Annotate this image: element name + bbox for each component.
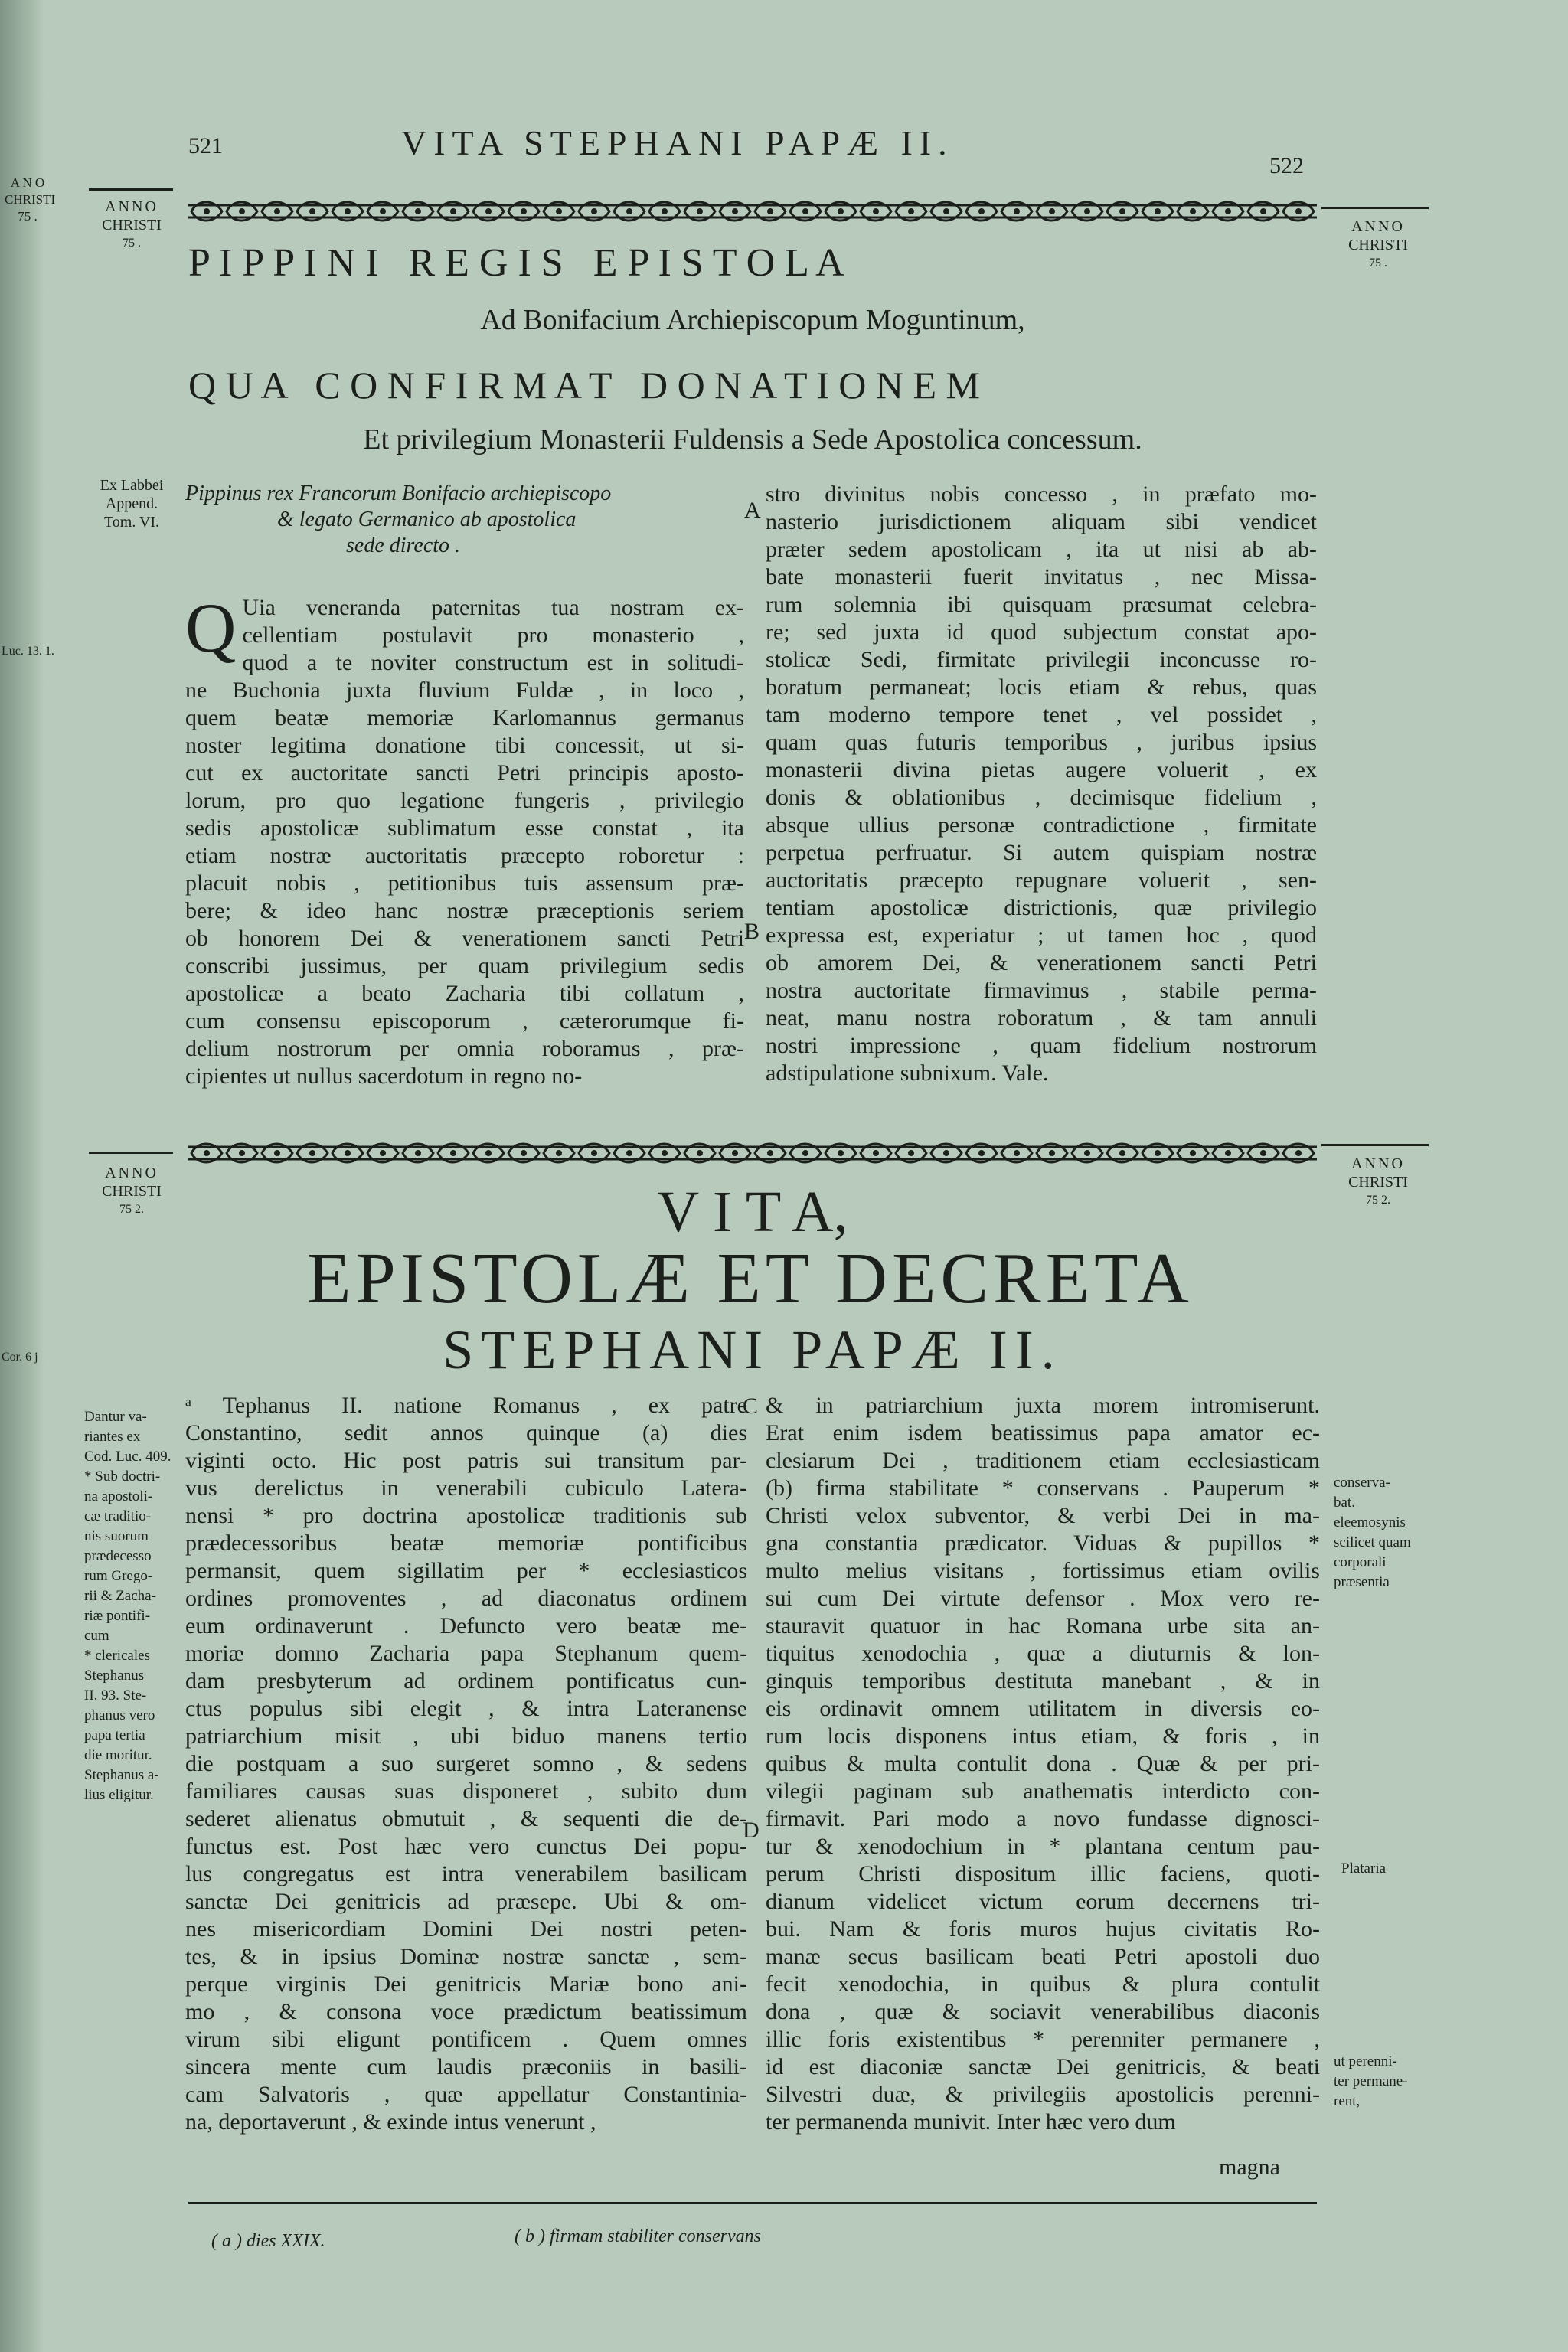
ornament-dot bbox=[450, 208, 456, 214]
vita-line: sui cum Dei virtute defensor . Mox vero re- bbox=[766, 1586, 1320, 1611]
epistle-line: tam moderno tempore tenet , vel possidet , bbox=[766, 702, 1317, 727]
margin-note-line: cum bbox=[84, 1628, 109, 1644]
vita-line: tur & xenodochium in * plantana centum pau- bbox=[766, 1834, 1320, 1859]
vita-line: ordines promoventes , ad diaconatus ordinem bbox=[185, 1586, 747, 1611]
epistle-line: Uia veneranda paternitas tua nostram ex- bbox=[242, 595, 744, 620]
epistle-line: quam quas futuris temporibus , juribus ipsius bbox=[766, 730, 1317, 755]
footnote-b: ( b ) firmam stabiliter conservans bbox=[514, 2226, 761, 2246]
ornament-dot bbox=[1260, 1150, 1266, 1156]
ornament-dot bbox=[767, 208, 773, 214]
anno-rule-right-2 bbox=[1321, 1144, 1429, 1146]
ornament-dot bbox=[802, 1150, 808, 1156]
anno-rule-right bbox=[1321, 207, 1429, 209]
epistle-line: rum solemnia ibi quisquam præsumat celebra- bbox=[766, 592, 1317, 617]
ornament-dot bbox=[767, 1150, 773, 1156]
ornament-dot bbox=[873, 1150, 879, 1156]
vita-line: clesiarum Dei , traditionem etiam ecclesiasticam bbox=[766, 1448, 1320, 1473]
margin-note-line: phanus vero bbox=[84, 1707, 155, 1723]
ornament-dot bbox=[978, 208, 985, 214]
margin-note-line: Stephanus a- bbox=[84, 1767, 159, 1783]
epistle-line: cum consensu episcoporum , cæterorumque fi- bbox=[185, 1008, 744, 1034]
ornament-dot bbox=[415, 208, 421, 214]
vita-line: nensi * pro doctrina apostolicæ traditionis sub bbox=[185, 1503, 747, 1528]
ornament-dot bbox=[591, 1150, 597, 1156]
margin-note-line: die moritur. bbox=[84, 1747, 152, 1763]
ornament-dot bbox=[1014, 208, 1020, 214]
epistle-line: nasterio jurisdictionem aliquam sibi vendicet bbox=[766, 509, 1317, 534]
vita-line: ᵃ Tephanus II. natione Romanus , ex patre bbox=[185, 1393, 747, 1418]
epistle-heading: P I P P I N I R E G I S E P I S T O L A bbox=[188, 241, 844, 285]
margin-note-line: scilicet quam bbox=[1334, 1534, 1411, 1550]
ornament-dot bbox=[1155, 1150, 1161, 1156]
vita-line: ter permanenda munivit. Inter hæc vero dum bbox=[766, 2109, 1176, 2135]
vita-subtitle: STEPHANI PAPÆ II. bbox=[443, 1319, 1063, 1380]
epistle-line: boratum permaneat; locis etiam & rebus, quas bbox=[766, 675, 1317, 700]
vita-line: sincera mente cum laudis præconiis in basili- bbox=[185, 2054, 747, 2079]
ornament-dot bbox=[908, 208, 914, 214]
margin-note-line: Stephanus bbox=[84, 1668, 145, 1684]
vita-line: virum sibi eligunt pontificem . Quem omnes bbox=[185, 2027, 747, 2052]
margin-note-line: riæ pontifi- bbox=[84, 1608, 151, 1624]
vita-heading: V I T A, bbox=[657, 1180, 848, 1244]
vita-line: bui. Nam & foris muros hujus civitatis Ro- bbox=[766, 1916, 1320, 1942]
ornament-dot bbox=[943, 208, 949, 214]
ornament-dot bbox=[1295, 1150, 1302, 1156]
section-letter-b: B bbox=[744, 919, 760, 944]
vita-line: lus congregatus est intra venerabilem basilicam bbox=[185, 1861, 747, 1886]
ornament-dot bbox=[345, 1150, 351, 1156]
vita-line: eum ordinaverunt . Defuncto vero beatæ me- bbox=[185, 1613, 747, 1638]
ornament-dot bbox=[309, 1150, 315, 1156]
ornament-dot bbox=[662, 1150, 668, 1156]
ornament-dot bbox=[1084, 208, 1090, 214]
page-number-right: 522 bbox=[1269, 153, 1304, 178]
anno-christi-left-2: ANNO CHRISTI 75 2. bbox=[102, 1165, 162, 1216]
ornament-dot bbox=[521, 208, 527, 214]
margin-note-line: II. 93. Ste- bbox=[84, 1687, 147, 1704]
footnote-a: ( a ) dies XXIX. bbox=[211, 2231, 325, 2251]
epistle-line: placuit nobis , petitionibus tuis assensum præ- bbox=[185, 871, 744, 896]
drop-capital-q: Q bbox=[185, 589, 237, 667]
margin-note-line: papa tertia bbox=[84, 1727, 145, 1743]
ornament-dot bbox=[274, 208, 280, 214]
anno-christi-right-2: ANNO CHRISTI 75 2. bbox=[1348, 1155, 1408, 1207]
epistle-line: bere; & ideo hanc nostræ præceptionis seriem bbox=[185, 898, 744, 923]
vita-line: fecit xenodochia, in quibus & plura contulit bbox=[766, 1971, 1320, 1997]
ornament-dot bbox=[1084, 1150, 1090, 1156]
ornament-dot bbox=[838, 1150, 844, 1156]
margin-note-line: riantes ex bbox=[84, 1429, 141, 1445]
vita-line: sederet alienatus obmutuit , & sequenti die de- bbox=[185, 1806, 747, 1831]
epistle-line: cellentiam postulavit pro monasterio , bbox=[242, 622, 744, 648]
epistle-line: adstipulatione subnixum. Vale. bbox=[766, 1060, 1049, 1086]
epistle-column-left bbox=[185, 481, 744, 1090]
margin-note-line: * Sub doctri- bbox=[84, 1468, 161, 1485]
epistle-line: auctoritatis præcepto repugnare voluerit , sen- bbox=[766, 867, 1317, 893]
ornament-dot bbox=[485, 1150, 492, 1156]
margin-note-line: rum Grego- bbox=[84, 1568, 153, 1584]
epistle-line: tentiam apostolicæ districtionis, quæ privilegio bbox=[766, 895, 1317, 920]
vita-line: mo , & consona voce prædictum beatissimum bbox=[185, 1999, 747, 2024]
epistle-line: bate monasterii fuerit invitatus , nec Missa- bbox=[766, 564, 1317, 590]
book-spine bbox=[0, 0, 44, 2352]
epistle-line: nostra auctoritate firmavimus , stabile perma- bbox=[766, 978, 1317, 1003]
vita-line: stauravit quatuor in hac Romana urbe sita an- bbox=[766, 1613, 1320, 1638]
running-title: VITA STEPHANI PAPÆ II. bbox=[401, 123, 954, 162]
ornament-dot bbox=[873, 208, 879, 214]
vita-line: tes, & in ipsius Dominæ nostræ sanctæ , sem- bbox=[185, 1944, 747, 1969]
margin-note-line: corporali bbox=[1334, 1554, 1387, 1570]
ornament-dot bbox=[1225, 1150, 1231, 1156]
vita-column-right bbox=[766, 1392, 1320, 2136]
ornament-dot bbox=[556, 208, 562, 214]
vita-line: permansit, quem sigillatim per * ecclesiasticos bbox=[185, 1558, 747, 1583]
margin-note-line: ut perenni- bbox=[1334, 2053, 1397, 2069]
ornament-dot bbox=[626, 1150, 632, 1156]
vita-line: patriarchium misit , ubi biduo manens tertio bbox=[185, 1723, 747, 1749]
margin-note-line: Dantur va- bbox=[84, 1409, 147, 1425]
ornament-dot bbox=[732, 1150, 738, 1156]
source-note: Ex Labbei Append. Tom. VI. bbox=[100, 477, 164, 531]
margin-note-line: cæ traditio- bbox=[84, 1508, 152, 1524]
footnote-rule bbox=[188, 2202, 1317, 2204]
vita-title: EPISTOLÆ ET DECRETA bbox=[307, 1239, 1194, 1318]
margin-note-line: ter permane- bbox=[1334, 2073, 1408, 2089]
epistle-line: donis & oblationibus , decimisque fidelium , bbox=[766, 785, 1317, 810]
epistle-line: sedis apostolicæ sublimatum esse constat , ita bbox=[185, 815, 744, 841]
epistle-line: stro divinitus nobis concesso , in præfato mo- bbox=[766, 482, 1317, 507]
vita-line: ginquis temporibus destituta manebant , & in bbox=[766, 1668, 1320, 1694]
ornament-dot bbox=[1119, 1150, 1125, 1156]
vita-line: multo melius visitans , fortissimus etiam ovilis bbox=[766, 1558, 1320, 1583]
margin-note-line: eleemosynis bbox=[1334, 1514, 1406, 1530]
catchword: magna bbox=[1219, 2154, 1280, 2180]
margin-note-line: rent, bbox=[1334, 2093, 1361, 2109]
margin-note-line: Cod. Luc. 409. bbox=[84, 1449, 172, 1465]
ornament-dot bbox=[204, 1150, 210, 1156]
section-letter-d: D bbox=[743, 1818, 760, 1843]
vita-line: ctus populus sibi elegit , & intra Lateranense bbox=[185, 1696, 747, 1721]
epistle-line: lorum, pro quo legatione fungeris , privilegio bbox=[185, 788, 744, 813]
ornament-dot bbox=[1155, 208, 1161, 214]
epistle-line: ob amorem Dei, & venerationem sancti Petri bbox=[766, 950, 1317, 975]
ornament-dot bbox=[732, 208, 738, 214]
margin-notes-right-1 bbox=[1334, 1473, 1433, 1592]
margin-note-line: bat. bbox=[1334, 1494, 1355, 1511]
vita-line: perum Christi dispositum illic faciens, quoti- bbox=[766, 1861, 1320, 1886]
epistle-privilegium-heading: Et privilegium Monasterii Fuldensis a Sede Apostolica concessum. bbox=[363, 423, 1142, 456]
vita-line: viginti octo. Hic post patris sui transitum par- bbox=[185, 1448, 747, 1473]
vita-line: vilegii paginam sub anathematis interdicto con- bbox=[766, 1779, 1320, 1804]
ornament-dot bbox=[415, 1150, 421, 1156]
vita-line: dam presbyterum ad ordinem pontificatus cun- bbox=[185, 1668, 747, 1694]
ornament-band-top bbox=[188, 196, 1317, 227]
ornament-dot bbox=[978, 1150, 985, 1156]
page-number-left: 521 bbox=[188, 133, 223, 158]
epistle-line: neat, manu nostra roboratum , & tam annuli bbox=[766, 1005, 1317, 1031]
vita-line: perque virginis Dei genitricis Mariæ bono ani- bbox=[185, 1971, 747, 1997]
ornament-dot bbox=[204, 208, 210, 214]
ornament-dot bbox=[1049, 208, 1055, 214]
vita-column-left bbox=[185, 1392, 747, 2136]
margin-note-line: na apostoli- bbox=[84, 1488, 153, 1504]
epistle-text-left bbox=[185, 589, 744, 1090]
epistle-line: perpetua perfruatur. Si autem quispiam nostræ bbox=[766, 840, 1317, 865]
vita-line: sanctæ Dei genitricis ad præsepe. Ubi & om- bbox=[185, 1889, 747, 1914]
vita-line: cam Salvatoris , quæ appellatur Constantinia- bbox=[185, 2082, 747, 2107]
epistle-address: Pippinus rex Francorum Bonifacio archiepiscopo & legato Germanico ab apostolica sede directo . bbox=[185, 482, 612, 557]
ornament-dot bbox=[239, 1150, 245, 1156]
margin-note-line: lius eligitur. bbox=[84, 1787, 154, 1803]
vita-line: illic foris existentibus * perenniter permanere , bbox=[766, 2027, 1320, 2052]
epistle-line: re; sed juxta id quod subjectum constat apo- bbox=[766, 619, 1317, 645]
margin-note-plataria: Plataria bbox=[1341, 1860, 1387, 1877]
ornament-dot bbox=[485, 208, 492, 214]
ornament-dot bbox=[309, 208, 315, 214]
ornament-dot bbox=[1190, 1150, 1196, 1156]
vita-line: manæ secus basilicam beati Petri apostoli duo bbox=[766, 1944, 1320, 1969]
vita-line: Christi velox subventor, & verbi Dei in ma- bbox=[766, 1503, 1320, 1528]
ornament-dot bbox=[943, 1150, 949, 1156]
margin-note-line: rii & Zacha- bbox=[84, 1588, 156, 1604]
epistle-line: delium nostrorum per omnia roboramus , præ- bbox=[185, 1036, 744, 1061]
margin-note-line: nis suorum bbox=[84, 1528, 149, 1544]
margin-notes-left bbox=[84, 1407, 185, 1805]
vita-line: (b) firma stabilitate * conservans . Pauperum * bbox=[766, 1475, 1320, 1501]
ornament-dot bbox=[239, 208, 245, 214]
epistle-line: ob honorem Dei & venerationem sancti Petri bbox=[185, 926, 744, 951]
anno-christi-left-1: ANNO CHRISTI 75 . bbox=[102, 198, 162, 250]
epistle-line: præter sedem apostolicam , ita ut nisi ab ab- bbox=[766, 537, 1317, 562]
section-letter-a: A bbox=[744, 498, 761, 523]
vita-line: dianum videlicet victum eorum decernens tri- bbox=[766, 1889, 1320, 1914]
ornament-dot bbox=[697, 208, 703, 214]
ornament-dot bbox=[1260, 208, 1266, 214]
ornament-dot bbox=[380, 1150, 386, 1156]
vita-line: quibus & multa contulit dona . Quæ & per pri- bbox=[766, 1751, 1320, 1776]
vita-line: Constantino, sedit annos quinque (a) dies bbox=[185, 1420, 747, 1446]
epistle-line: apostolicæ a beato Zacharia tibi collatum , bbox=[185, 981, 744, 1006]
ornament-dot bbox=[662, 208, 668, 214]
ornament-dot bbox=[802, 208, 808, 214]
edge-anno-note: A N O CHRISTI 75 . bbox=[5, 175, 56, 224]
epistle-line: ne Buchonia juxta fluvium Fuldæ , in loco , bbox=[185, 678, 744, 703]
epistle-line: cut ex auctoritate sancti Petri principis aposto- bbox=[185, 760, 744, 786]
edge-luc-note: Luc. 13. 1. bbox=[2, 645, 54, 658]
ornament-dot bbox=[556, 1150, 562, 1156]
vita-line: Erat enim isdem beatissimus papa amator ec- bbox=[766, 1420, 1320, 1446]
vita-line: Silvestri duæ, & privilegiis apostolicis perenni- bbox=[766, 2082, 1320, 2107]
epistle-column-right bbox=[766, 481, 1317, 1087]
epistle-line: cipientes ut nullus sacerdotum in regno no- bbox=[185, 1063, 583, 1089]
vita-line: na, deportaverunt , & exinde intus venerunt , bbox=[185, 2109, 596, 2135]
ornament-dot bbox=[1190, 208, 1196, 214]
ornament-dot bbox=[1014, 1150, 1020, 1156]
vita-line: functus est. Post hæc vero cunctus Dei popu- bbox=[185, 1834, 747, 1859]
ornament-dot bbox=[345, 208, 351, 214]
vita-line: dona , quæ & sociavit venerabilibus diaconis bbox=[766, 1999, 1320, 2024]
epistle-line: quod a te noviter constructum est in solitudi- bbox=[242, 650, 744, 675]
vita-line: firmavit. Pari modo a novo fundasse dignosci- bbox=[766, 1806, 1320, 1831]
ornament-dot bbox=[380, 208, 386, 214]
vita-line: eis ordinavit omnem utilitatem in diversis eo- bbox=[766, 1696, 1320, 1721]
margin-note-line: conserva- bbox=[1334, 1475, 1390, 1491]
ornament-dot bbox=[591, 208, 597, 214]
section-letter-c: C bbox=[743, 1393, 759, 1419]
vita-line: prædecessoribus beatæ memoriæ pontificibus bbox=[185, 1530, 747, 1556]
ornament-dot bbox=[450, 1150, 456, 1156]
epistle-confirmat-heading: Q U A C O N F I R M A T D O N A T I O N E M bbox=[188, 364, 980, 407]
ornament-dot bbox=[697, 1150, 703, 1156]
margin-note-line: præsentia bbox=[1334, 1574, 1390, 1590]
epistle-line: conscribi jussimus, per quam privilegium sedis bbox=[185, 953, 744, 978]
ornament-dot bbox=[1295, 208, 1302, 214]
epistle-line: nostri impressione , quam fidelium nostrorum bbox=[766, 1033, 1317, 1058]
anno-rule-left-2 bbox=[89, 1152, 173, 1154]
ornament-dot bbox=[274, 1150, 280, 1156]
epistle-line: etiam nostræ auctoritatis præcepto roboretur : bbox=[185, 843, 744, 868]
margin-notes-right-3 bbox=[1334, 2052, 1433, 2112]
ornament-dot bbox=[626, 208, 632, 214]
ornament-dot bbox=[1225, 208, 1231, 214]
vita-line: tiquitus xenodochia , quæ a diuturnis & lon- bbox=[766, 1641, 1320, 1666]
ornament-dot bbox=[1119, 208, 1125, 214]
vita-line: die postquam a suo surgeret somno , & sedens bbox=[185, 1751, 747, 1776]
epistle-line: noster legitima donatione tibi concessit, ut si- bbox=[185, 733, 744, 758]
vita-line: moriæ domno Zacharia papa Stephanum quem- bbox=[185, 1641, 747, 1666]
ornament-band-middle bbox=[188, 1138, 1317, 1168]
ornament-dot bbox=[521, 1150, 527, 1156]
vita-line: & in patriarchium juxta morem intromiserunt. bbox=[766, 1393, 1320, 1418]
ornament-dot bbox=[1049, 1150, 1055, 1156]
epistle-line: quem beatæ memoriæ Karlomannus germanus bbox=[185, 705, 744, 730]
vita-line: vus derelictus in venerabili cubiculo Latera- bbox=[185, 1475, 747, 1501]
vita-line: gna constantia prædicator. Viduas & pupillos * bbox=[766, 1530, 1320, 1556]
vita-line: familiares causas suas disponeret , subito dum bbox=[185, 1779, 747, 1804]
epistle-line: monasterii divina pietas augere voluerit , ex bbox=[766, 757, 1317, 782]
anno-christi-right-1: ANNO CHRISTI 75 . bbox=[1348, 218, 1408, 270]
anno-rule-left bbox=[89, 188, 173, 191]
edge-cor-note: Cor. 6 j bbox=[2, 1351, 38, 1364]
ornament-dot bbox=[908, 1150, 914, 1156]
epistle-line: expressa est, experiatur ; ut tamen hoc , quod bbox=[766, 923, 1317, 948]
vita-line: nes misericordiam Domini Dei nostri peten- bbox=[185, 1916, 747, 1942]
vita-line: rum locis disponens intus etiam, & foris , in bbox=[766, 1723, 1320, 1749]
ornament-dot bbox=[838, 208, 844, 214]
margin-note-line: * clericales bbox=[84, 1648, 150, 1664]
margin-note-line: prædecesso bbox=[84, 1548, 152, 1564]
epistle-line: stolicæ Sedi, firmitate privilegii inconcusse ro- bbox=[766, 647, 1317, 672]
vita-line: id est diaconiæ sanctæ Dei genitricis, & beati bbox=[766, 2054, 1320, 2079]
epistle-line: absque ullius personæ contradictione , firmitate bbox=[766, 812, 1317, 838]
epistle-subheading: Ad Bonifacium Archiepiscopum Moguntinum, bbox=[480, 304, 1025, 336]
